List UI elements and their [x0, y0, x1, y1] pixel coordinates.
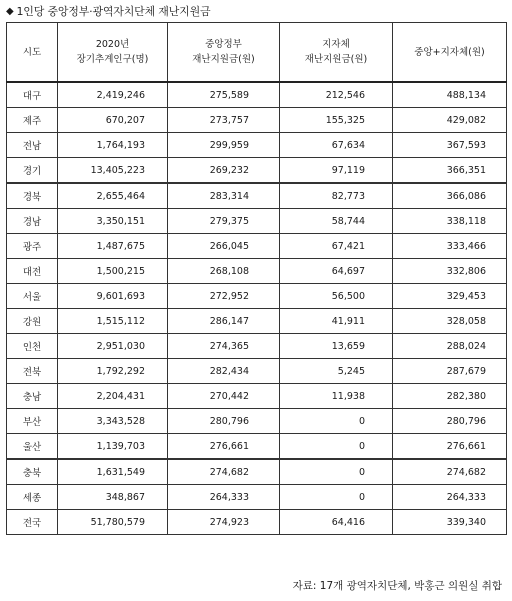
- cell-population: 13,405,223: [58, 158, 168, 184]
- cell-region: 대구: [7, 82, 58, 108]
- cell-central-fund: 268,108: [168, 259, 280, 284]
- cell-central-fund: 274,923: [168, 510, 280, 535]
- cell-total-fund: 276,661: [393, 434, 507, 460]
- cell-region: 제주: [7, 108, 58, 133]
- table-row: [7, 183, 507, 209]
- cell-population: 2,419,246: [58, 82, 168, 108]
- cell-total-fund: 366,351: [393, 158, 507, 184]
- cell-total-fund: 332,806: [393, 259, 507, 284]
- cell-local-fund: 58,744: [280, 209, 393, 234]
- cell-population: 1,764,193: [58, 133, 168, 158]
- cell-region: 전북: [7, 359, 58, 384]
- table-row: [7, 359, 507, 384]
- table-row: [7, 309, 507, 334]
- cell-central-fund: 273,757: [168, 108, 280, 133]
- cell-local-fund: 97,119: [280, 158, 393, 184]
- table-body: [7, 82, 507, 535]
- cell-region: 광주: [7, 234, 58, 259]
- cell-central-fund: 276,661: [168, 434, 280, 460]
- cell-central-fund: 283,314: [168, 183, 280, 209]
- cell-region: 부산: [7, 409, 58, 434]
- table-row: [7, 510, 507, 535]
- table-row: [7, 234, 507, 259]
- cell-local-fund: 0: [280, 434, 393, 460]
- cell-region: 대전: [7, 259, 58, 284]
- cell-population: 3,350,151: [58, 209, 168, 234]
- column-header-central-fund: 중앙정부 재난지원금(원): [168, 23, 280, 83]
- cell-local-fund: 11,938: [280, 384, 393, 409]
- cell-local-fund: 67,634: [280, 133, 393, 158]
- cell-region: 세종: [7, 485, 58, 510]
- cell-population: 1,515,112: [58, 309, 168, 334]
- cell-central-fund: 282,434: [168, 359, 280, 384]
- cell-region: 경기: [7, 158, 58, 184]
- cell-local-fund: 67,421: [280, 234, 393, 259]
- cell-central-fund: 272,952: [168, 284, 280, 309]
- cell-local-fund: 56,500: [280, 284, 393, 309]
- cell-central-fund: 280,796: [168, 409, 280, 434]
- cell-central-fund: 286,147: [168, 309, 280, 334]
- cell-population: 1,139,703: [58, 434, 168, 460]
- table-title-text: 1인당 중앙정부·광역자치단체 재난지원금: [16, 5, 211, 18]
- cell-population: 3,343,528: [58, 409, 168, 434]
- cell-total-fund: 287,679: [393, 359, 507, 384]
- column-header-region: 시도: [7, 23, 58, 83]
- cell-local-fund: 155,325: [280, 108, 393, 133]
- cell-central-fund: 270,442: [168, 384, 280, 409]
- table-row: [7, 409, 507, 434]
- cell-central-fund: 274,682: [168, 459, 280, 485]
- cell-population: 1,631,549: [58, 459, 168, 485]
- cell-total-fund: 288,024: [393, 334, 507, 359]
- cell-total-fund: 274,682: [393, 459, 507, 485]
- cell-population: 348,867: [58, 485, 168, 510]
- cell-region: 전남: [7, 133, 58, 158]
- cell-region: 강원: [7, 309, 58, 334]
- cell-local-fund: 64,697: [280, 259, 393, 284]
- table-row: [7, 485, 507, 510]
- cell-local-fund: 212,546: [280, 82, 393, 108]
- table-row: [7, 209, 507, 234]
- cell-total-fund: 329,453: [393, 284, 507, 309]
- cell-population: 2,655,464: [58, 183, 168, 209]
- source-note: 자료: 17개 광역자치단체, 박홍근 의원실 취합: [292, 580, 502, 592]
- cell-local-fund: 82,773: [280, 183, 393, 209]
- cell-central-fund: 269,232: [168, 158, 280, 184]
- cell-region: 충북: [7, 459, 58, 485]
- cell-population: 670,207: [58, 108, 168, 133]
- cell-total-fund: 339,340: [393, 510, 507, 535]
- table-title: [6, 2, 210, 20]
- table-row: [7, 284, 507, 309]
- column-header-total-fund: 중앙+지자체(원): [393, 23, 507, 83]
- cell-central-fund: 299,959: [168, 133, 280, 158]
- cell-total-fund: 429,082: [393, 108, 507, 133]
- cell-central-fund: 275,589: [168, 82, 280, 108]
- cell-total-fund: 488,134: [393, 82, 507, 108]
- cell-total-fund: 338,118: [393, 209, 507, 234]
- cell-region: 서울: [7, 284, 58, 309]
- table-row: [7, 108, 507, 133]
- cell-total-fund: 280,796: [393, 409, 507, 434]
- table-row: [7, 434, 507, 460]
- cell-local-fund: 5,245: [280, 359, 393, 384]
- cell-region: 경남: [7, 209, 58, 234]
- table-row: [7, 133, 507, 158]
- cell-total-fund: 328,058: [393, 309, 507, 334]
- cell-total-fund: 333,466: [393, 234, 507, 259]
- cell-central-fund: 264,333: [168, 485, 280, 510]
- cell-region: 울산: [7, 434, 58, 460]
- column-header-population: 2020년 장기추계인구(명): [58, 23, 168, 83]
- cell-total-fund: 264,333: [393, 485, 507, 510]
- cell-population: 51,780,579: [58, 510, 168, 535]
- cell-region: 충남: [7, 384, 58, 409]
- cell-local-fund: 0: [280, 459, 393, 485]
- table-row: [7, 384, 507, 409]
- table-row: [7, 158, 507, 184]
- table-row: [7, 259, 507, 284]
- relief-fund-table: [6, 22, 507, 535]
- cell-population: 9,601,693: [58, 284, 168, 309]
- cell-local-fund: 0: [280, 485, 393, 510]
- table-row: [7, 459, 507, 485]
- table-row: [7, 334, 507, 359]
- cell-total-fund: 282,380: [393, 384, 507, 409]
- cell-local-fund: 41,911: [280, 309, 393, 334]
- cell-population: 1,792,292: [58, 359, 168, 384]
- cell-total-fund: 366,086: [393, 183, 507, 209]
- cell-population: 1,500,215: [58, 259, 168, 284]
- cell-local-fund: 13,659: [280, 334, 393, 359]
- cell-local-fund: 64,416: [280, 510, 393, 535]
- cell-central-fund: 266,045: [168, 234, 280, 259]
- table-row: [7, 82, 507, 108]
- cell-population: 2,204,431: [58, 384, 168, 409]
- cell-total-fund: 367,593: [393, 133, 507, 158]
- cell-central-fund: 274,365: [168, 334, 280, 359]
- cell-population: 2,951,030: [58, 334, 168, 359]
- cell-population: 1,487,675: [58, 234, 168, 259]
- cell-region: 전국: [7, 510, 58, 535]
- table-header-row: [7, 23, 507, 83]
- diamond-bullet-icon: ◆: [6, 5, 14, 17]
- cell-central-fund: 279,375: [168, 209, 280, 234]
- column-header-local-fund: 지자체 재난지원금(원): [280, 23, 393, 83]
- cell-region: 인천: [7, 334, 58, 359]
- cell-region: 경북: [7, 183, 58, 209]
- cell-local-fund: 0: [280, 409, 393, 434]
